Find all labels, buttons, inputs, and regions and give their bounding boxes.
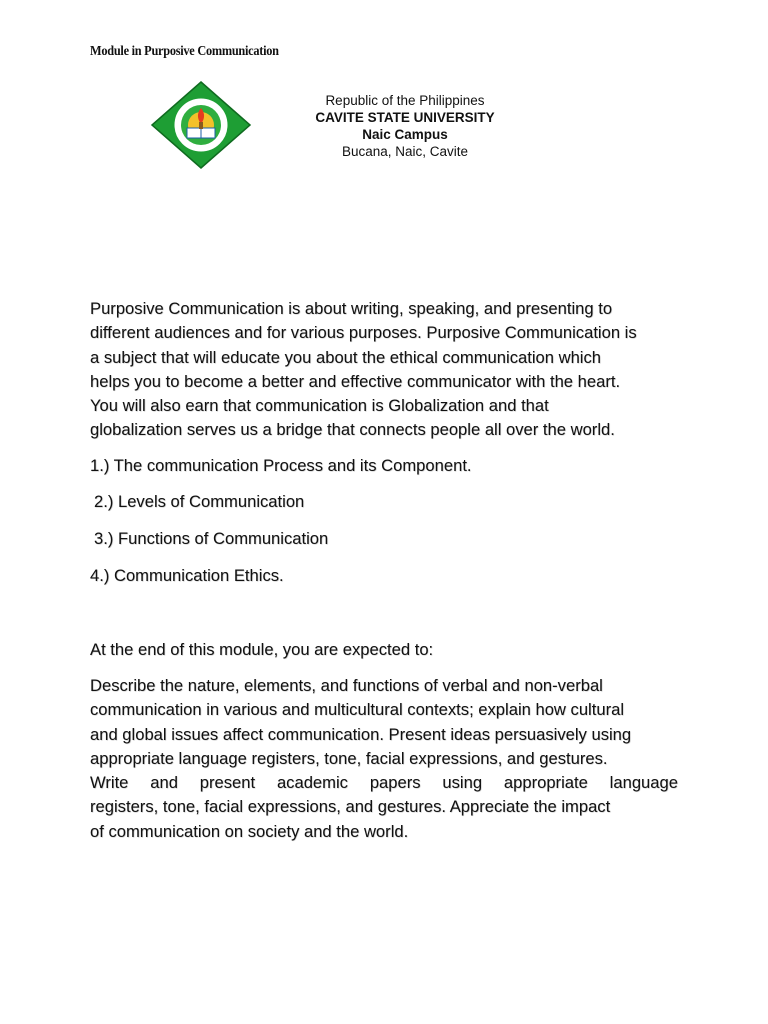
- outcome-line: Describe the nature, elements, and functions of verbal and non-verbal: [90, 676, 603, 695]
- intro-line: globalization serves us a bridge that connects people all over the world.: [90, 420, 615, 440]
- outcome-word: academic: [276, 773, 348, 793]
- outcome-word: language: [609, 773, 678, 793]
- outcome-line: registers, tone, facial expressions, and gestures. Appreciate the impact: [90, 797, 611, 817]
- topic-item-3: 3.) Functions of Communication: [94, 529, 329, 548]
- intro-line: a subject that will educate you about the ethical communication which: [90, 347, 602, 367]
- outcome-line: of communication on society and the world.: [90, 821, 409, 841]
- intro-line: helps you to become a better and effective communicator with the heart.: [90, 371, 621, 391]
- university-seal-icon: [150, 80, 252, 170]
- topic-item-2: 2.) Levels of Communication: [94, 492, 305, 511]
- university-header: [290, 92, 520, 160]
- outcome-word: Write: [90, 773, 129, 793]
- outcome-line: and global issues affect communication. Present ideas persuasively using: [90, 724, 632, 744]
- module-title: Module in Purposive Communication: [90, 44, 279, 59]
- outcome-word: and: [150, 773, 178, 793]
- expectation-heading: At the end of this module, you are expected to:: [90, 640, 434, 659]
- republic-line: Republic of the Philippines: [325, 93, 485, 108]
- outcome-word: present: [199, 773, 256, 793]
- outcome-line: communication in various and multicultural contexts; explain how cultural: [90, 700, 625, 720]
- outcome-word: appropriate: [503, 773, 588, 793]
- outcome-line: appropriate language registers, tone, facial expressions, and gestures.: [90, 748, 608, 768]
- intro-paragraph: [90, 297, 678, 443]
- campus-name: Naic Campus: [362, 127, 448, 142]
- outcomes-paragraph: [90, 674, 678, 844]
- topic-item-1: 1.) The communication Process and its Component.: [90, 456, 472, 475]
- intro-line: You will also earn that communication is Globalization and that: [90, 396, 549, 416]
- outcome-word: using: [442, 773, 483, 793]
- intro-line: different audiences and for various purposes. Purposive Communication is: [90, 323, 637, 343]
- university-name: CAVITE STATE UNIVERSITY: [315, 110, 495, 125]
- topic-item-4: 4.) Communication Ethics.: [90, 566, 284, 585]
- outcome-word: papers: [369, 773, 421, 793]
- campus-address: Bucana, Naic, Cavite: [341, 144, 469, 159]
- outcome-line: [90, 771, 678, 795]
- intro-line: Purposive Communication is about writing, speaking, and presenting to: [90, 299, 613, 318]
